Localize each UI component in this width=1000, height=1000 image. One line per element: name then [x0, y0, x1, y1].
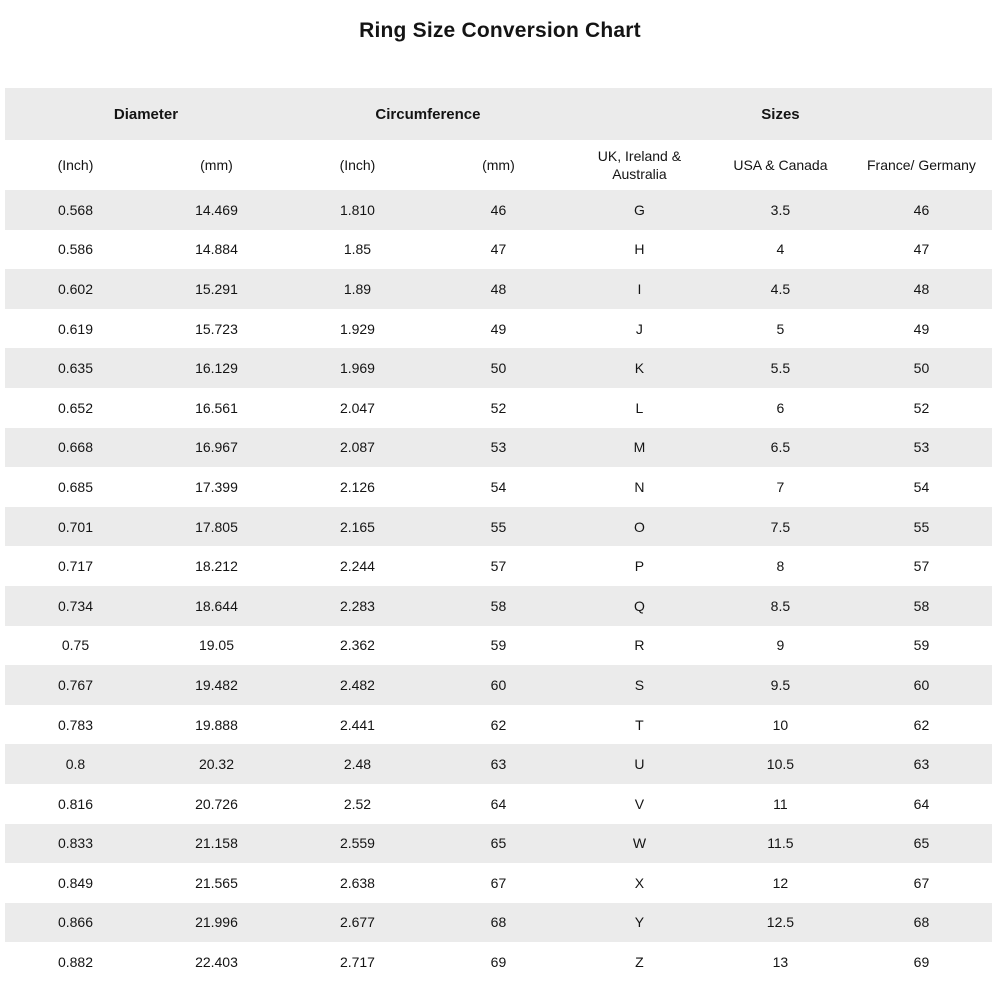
cell-diameter-inch: 0.8 [65, 756, 86, 773]
cell-diameter-inch: 0.866 [57, 914, 94, 931]
cell-size-france-germany: 65 [913, 835, 930, 852]
cell-size-france-germany: 60 [913, 676, 930, 693]
ring-size-conversion-table [5, 88, 992, 982]
cell-diameter-mm: 20.32 [198, 756, 234, 773]
cell-diameter-mm: 15.723 [195, 320, 238, 337]
cell-size-france-germany: 49 [913, 320, 930, 337]
cell-diameter-inch: 0.701 [57, 518, 94, 535]
cell-diameter-mm: 14.884 [195, 241, 238, 258]
cell-size-uk-ireland-australia: V [634, 795, 645, 812]
cell-diameter-inch: 0.816 [57, 795, 94, 812]
cell-diameter-mm: 16.561 [195, 399, 238, 416]
column-header-usa-canada: USA & Canada [710, 140, 851, 190]
cell-size-uk-ireland-australia: T [635, 716, 644, 733]
cell-size-uk-ireland-australia: Q [633, 597, 645, 614]
cell-size-usa-canada: 13 [772, 954, 789, 971]
cell-circumference-mm: 48 [490, 280, 507, 297]
column-header-row [5, 140, 992, 190]
cell-size-france-germany: 58 [913, 597, 930, 614]
cell-size-usa-canada: 4.5 [770, 280, 791, 297]
table-row [5, 428, 992, 468]
cell-size-uk-ireland-australia: I [637, 280, 642, 297]
table-row [5, 230, 992, 270]
cell-circumference-mm: 69 [490, 954, 507, 971]
cell-circumference-mm: 68 [490, 914, 507, 931]
cell-diameter-mm: 21.158 [195, 835, 238, 852]
cell-diameter-inch: 0.568 [57, 201, 94, 218]
table-row [5, 190, 992, 230]
cell-size-usa-canada: 9.5 [770, 676, 791, 693]
table-row [5, 942, 992, 982]
cell-size-uk-ireland-australia: W [632, 835, 647, 852]
column-header-diameter-inch: (Inch) [5, 140, 146, 190]
cell-circumference-mm: 63 [490, 756, 507, 773]
cell-size-france-germany: 57 [913, 558, 930, 575]
cell-circumference-mm: 58 [490, 597, 507, 614]
table-row [5, 784, 992, 824]
cell-size-france-germany: 46 [913, 201, 930, 218]
cell-circumference-inch: 2.441 [339, 716, 375, 733]
cell-diameter-mm: 19.482 [195, 676, 238, 693]
cell-size-usa-canada: 7 [776, 478, 785, 495]
cell-size-usa-canada: 3.5 [770, 201, 791, 218]
cell-size-uk-ireland-australia: R [634, 637, 645, 654]
cell-circumference-inch: 1.85 [343, 241, 372, 258]
cell-size-france-germany: 47 [913, 241, 930, 258]
cell-circumference-mm: 62 [490, 716, 507, 733]
cell-diameter-mm: 16.967 [195, 439, 238, 456]
table-row [5, 824, 992, 864]
cell-circumference-inch: 1.89 [343, 280, 372, 297]
cell-circumference-inch: 2.638 [339, 874, 375, 891]
cell-diameter-inch: 0.882 [57, 954, 94, 971]
cell-diameter-inch: 0.668 [57, 439, 94, 456]
cell-circumference-inch: 1.810 [339, 201, 375, 218]
cell-diameter-mm: 18.212 [195, 558, 238, 575]
cell-diameter-mm: 21.996 [195, 914, 238, 931]
group-header-diameter: Diameter [5, 88, 287, 140]
cell-circumference-mm: 46 [490, 201, 507, 218]
cell-size-uk-ireland-australia: S [634, 676, 645, 693]
cell-circumference-mm: 57 [490, 558, 507, 575]
page-title: Ring Size Conversion Chart [359, 19, 641, 42]
cell-circumference-mm: 50 [490, 360, 507, 377]
cell-circumference-inch: 2.244 [339, 558, 375, 575]
cell-circumference-inch: 1.969 [339, 360, 375, 377]
table-row [5, 586, 992, 626]
cell-size-usa-canada: 8.5 [770, 597, 791, 614]
cell-size-uk-ireland-australia: U [634, 756, 645, 773]
cell-size-uk-ireland-australia: Y [634, 914, 645, 931]
cell-size-uk-ireland-australia: P [634, 558, 645, 575]
cell-size-france-germany: 53 [913, 439, 930, 456]
table-row [5, 744, 992, 784]
cell-diameter-inch: 0.75 [61, 637, 90, 654]
column-header-circumference-mm: (mm) [428, 140, 569, 190]
cell-size-usa-canada: 6.5 [770, 439, 791, 456]
cell-circumference-mm: 47 [490, 241, 507, 258]
cell-size-france-germany: 55 [913, 518, 930, 535]
cell-circumference-inch: 2.283 [339, 597, 375, 614]
cell-size-france-germany: 48 [913, 280, 930, 297]
table-row [5, 626, 992, 666]
table-row [5, 348, 992, 388]
cell-circumference-inch: 2.126 [339, 478, 375, 495]
cell-circumference-mm: 54 [490, 478, 507, 495]
cell-size-usa-canada: 7.5 [770, 518, 791, 535]
cell-diameter-inch: 0.833 [57, 835, 94, 852]
cell-diameter-inch: 0.586 [57, 241, 94, 258]
cell-circumference-inch: 2.047 [339, 399, 375, 416]
cell-diameter-inch: 0.619 [57, 320, 94, 337]
cell-diameter-mm: 17.805 [195, 518, 238, 535]
cell-diameter-mm: 20.726 [195, 795, 238, 812]
group-header-sizes: Sizes [569, 88, 992, 140]
cell-diameter-mm: 16.129 [195, 360, 238, 377]
cell-size-france-germany: 54 [913, 478, 930, 495]
cell-circumference-mm: 52 [490, 399, 507, 416]
cell-diameter-inch: 0.602 [57, 280, 94, 297]
cell-size-france-germany: 67 [913, 874, 930, 891]
cell-circumference-inch: 2.717 [339, 954, 375, 971]
table-row [5, 388, 992, 428]
cell-diameter-inch: 0.635 [57, 360, 94, 377]
table-row [5, 665, 992, 705]
cell-circumference-mm: 67 [490, 874, 507, 891]
cell-size-usa-canada: 12.5 [766, 914, 795, 931]
cell-size-usa-canada: 5 [776, 320, 785, 337]
cell-size-uk-ireland-australia: L [635, 399, 644, 416]
cell-circumference-inch: 2.52 [343, 795, 372, 812]
cell-size-uk-ireland-australia: K [634, 360, 645, 377]
cell-circumference-mm: 49 [490, 320, 507, 337]
cell-size-france-germany: 59 [913, 637, 930, 654]
cell-size-uk-ireland-australia: N [634, 478, 645, 495]
table-row [5, 309, 992, 349]
cell-diameter-inch: 0.783 [57, 716, 94, 733]
cell-size-france-germany: 64 [913, 795, 930, 812]
table-row [5, 467, 992, 507]
cell-size-usa-canada: 9 [776, 637, 785, 654]
cell-size-usa-canada: 11.5 [767, 835, 794, 852]
cell-size-uk-ireland-australia: M [633, 439, 646, 456]
cell-diameter-mm: 15.291 [195, 280, 238, 297]
cell-circumference-inch: 2.165 [339, 518, 375, 535]
table-row [5, 269, 992, 309]
cell-circumference-mm: 59 [490, 637, 507, 654]
table-row [5, 546, 992, 586]
cell-size-usa-canada: 12 [772, 874, 789, 891]
cell-circumference-inch: 2.482 [339, 676, 375, 693]
cell-diameter-inch: 0.734 [57, 597, 94, 614]
cell-circumference-mm: 65 [490, 835, 507, 852]
table-row [5, 903, 992, 943]
cell-size-usa-canada: 4 [776, 241, 785, 258]
cell-circumference-inch: 2.559 [339, 835, 375, 852]
table-row [5, 705, 992, 745]
cell-diameter-mm: 22.403 [195, 954, 238, 971]
cell-size-usa-canada: 10.5 [766, 756, 795, 773]
cell-diameter-inch: 0.685 [57, 478, 94, 495]
cell-circumference-mm: 64 [490, 795, 507, 812]
cell-size-france-germany: 69 [913, 954, 930, 971]
cell-diameter-inch: 0.717 [57, 558, 94, 575]
cell-diameter-mm: 19.05 [198, 637, 234, 654]
cell-size-uk-ireland-australia: O [633, 518, 645, 535]
cell-diameter-mm: 17.399 [195, 478, 238, 495]
column-header-diameter-mm: (mm) [146, 140, 287, 190]
table-body [5, 190, 992, 982]
cell-circumference-mm: 60 [490, 676, 507, 693]
cell-diameter-mm: 18.644 [195, 597, 238, 614]
cell-circumference-inch: 2.087 [339, 439, 375, 456]
cell-size-uk-ireland-australia: H [634, 241, 645, 258]
cell-circumference-mm: 55 [490, 518, 507, 535]
cell-circumference-inch: 1.929 [339, 320, 375, 337]
cell-circumference-inch: 2.48 [343, 756, 372, 773]
cell-size-usa-canada: 10 [772, 716, 789, 733]
cell-size-uk-ireland-australia: Z [635, 954, 644, 971]
cell-diameter-mm: 14.469 [195, 201, 238, 218]
cell-size-france-germany: 68 [913, 914, 930, 931]
column-header-uk-ireland-australia: UK, Ireland & Australia [569, 140, 710, 190]
column-header-france-germany: France/ Germany [851, 140, 992, 190]
cell-size-france-germany: 50 [913, 360, 930, 377]
cell-size-france-germany: 52 [913, 399, 930, 416]
cell-circumference-mm: 53 [490, 439, 507, 456]
cell-size-uk-ireland-australia: G [633, 201, 645, 218]
cell-circumference-inch: 2.677 [339, 914, 375, 931]
cell-size-uk-ireland-australia: J [635, 320, 643, 337]
cell-diameter-mm: 19.888 [195, 716, 238, 733]
group-header-row [5, 88, 992, 140]
cell-diameter-inch: 0.849 [57, 874, 94, 891]
cell-size-usa-canada: 8 [776, 558, 785, 575]
column-header-circumference-inch: (Inch) [287, 140, 428, 190]
cell-diameter-inch: 0.767 [57, 676, 94, 693]
cell-size-usa-canada: 11 [773, 795, 788, 812]
cell-size-france-germany: 62 [913, 716, 930, 733]
cell-size-uk-ireland-australia: X [634, 874, 645, 891]
group-header-circumference: Circumference [287, 88, 569, 140]
cell-size-france-germany: 63 [913, 756, 930, 773]
cell-size-usa-canada: 5.5 [770, 360, 791, 377]
cell-size-usa-canada: 6 [776, 399, 785, 416]
table-row [5, 863, 992, 903]
table-row [5, 507, 992, 547]
cell-diameter-inch: 0.652 [57, 399, 94, 416]
cell-circumference-inch: 2.362 [339, 637, 375, 654]
cell-diameter-mm: 21.565 [195, 874, 238, 891]
